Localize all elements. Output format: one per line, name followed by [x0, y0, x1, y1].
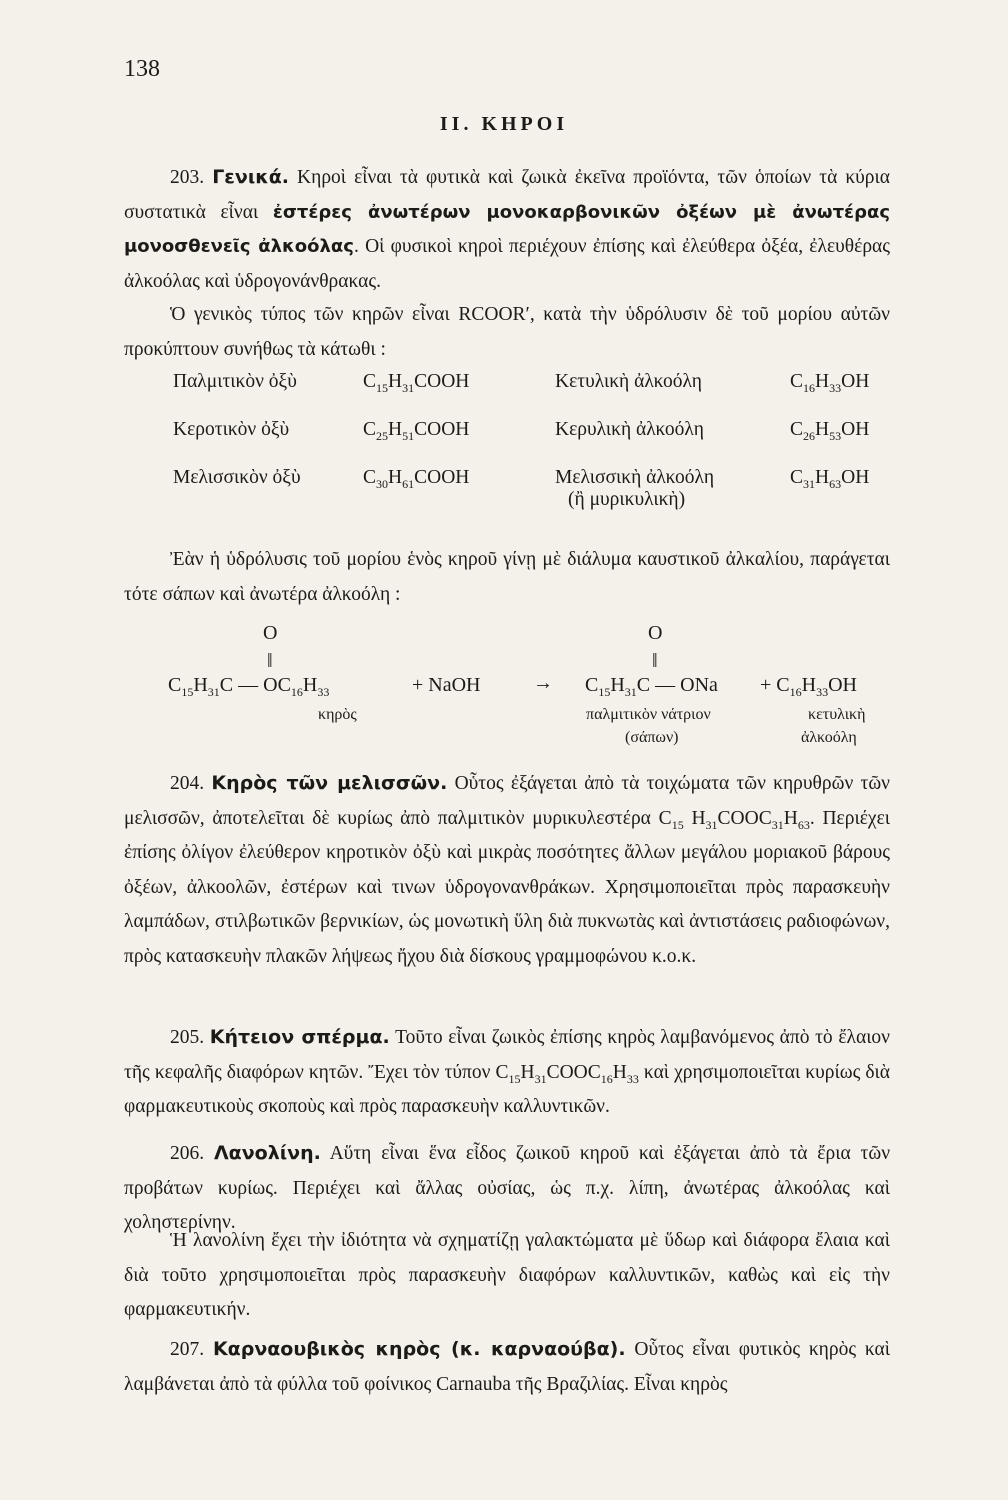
acid-formula: $C_{25}H_{51}COOH$ — [363, 419, 470, 443]
naoh-term: + NaOH — [412, 674, 481, 696]
section-heading: Καρναουβικὸς κηρὸς (κ. καρναούβα). — [212, 1338, 626, 1360]
section-heading: Γενικά. — [212, 166, 289, 188]
label-soap-note: (σάπων) — [625, 729, 679, 746]
section-203-paragraph-2 — [124, 298, 890, 367]
hydrolysis-paragraph — [124, 543, 890, 612]
reaction-arrow: → — [533, 672, 553, 694]
alcohol-name: Κερυλικὴ ἀλκοόλη — [555, 419, 704, 440]
acid-name: Μελισσικὸν ὀξὺ — [173, 467, 301, 488]
section-heading: Λανολίνη. — [213, 1142, 321, 1164]
page-number: 138 — [124, 56, 160, 82]
acid-formula: $C_{30}H_{61}COOH$ — [363, 467, 470, 491]
alcohol-product-formula: + $C_{16}H_{33}OH$ — [760, 674, 857, 699]
alcohol-name: Κετυλικὴ ἀλκοόλη — [555, 371, 703, 392]
table-row — [173, 419, 903, 467]
body-text: Κηροὶ εἶναι τὰ φυτικὰ καὶ ζωικὰ ἐκεῖνα προϊόντα, τῶν ὁποίων τὰ κύρια συστατικὰ εἶναι — [124, 167, 891, 223]
alcohol-formula: $C_{31}H_{63}OH$ — [790, 467, 870, 491]
acid-name: Παλμιτικὸν ὀξὺ — [173, 371, 297, 392]
chapter-title: II. ΚΗΡΟΙ — [439, 113, 569, 135]
body-text: καὶ χρησιμοποιεῖται κυρίως διὰ φαρμακευτικοὺς σκοποὺς καὶ πρὸς παρασκευὴν καλλυντικῶν. — [124, 1061, 890, 1117]
body-text: Οὗτος εἶναι φυτικὸς κηρὸς καὶ λαμβάνεται ἀπὸ τὰ φύλλα τοῦ φοίνικος Carnauba τῆς Βραζιλίας. Εἶναι κηρὸς — [124, 1339, 890, 1395]
section-203 — [124, 160, 890, 299]
section-number: 205. — [170, 1027, 205, 1048]
section-number: 207. — [170, 1339, 205, 1360]
section-number: 206. — [170, 1143, 205, 1164]
label-alcohol: κετυλικὴ — [808, 706, 866, 723]
wax-formula: $C_{15}H_{31}C$ — $OC_{16}H_{33}$ — [168, 674, 330, 699]
body-text: Ἐὰν ἡ ὑδρόλυσις τοῦ μορίου ἑνὸς κηροῦ γίνῃ μὲ διάλυμα καυστικοῦ ἀλκαλίου, παράγεται τότε σάπων καὶ ἀνωτέρα ἀλκοόλη : — [124, 549, 890, 605]
hydrolysis-products-table — [173, 371, 903, 515]
table-row — [173, 371, 903, 419]
table-row — [173, 467, 903, 515]
alcohol-formula: $C_{16}H_{33}OH$ — [790, 371, 870, 395]
section-number: 204. — [170, 773, 205, 794]
section-heading: Κηρὸς τῶν μελισσῶν. — [211, 772, 448, 794]
body-text: Ἡ λανολίνη ἔχει τὴν ἰδιότητα νὰ σχηματίζῃ γαλακτώματα μὲ ὕδωρ καὶ διάφορα ἔλαια καὶ διὰ τοῦτο χρησιμοποιεῖται πρὸς παρασκευὴν διαφόρων καλλυντικῶν, καθὼς καὶ εἰς τὴν φαρμακευτικήν. — [124, 1230, 890, 1320]
table-note: (ἢ μυρικυλικὴ) — [568, 489, 686, 510]
label-alcohol-2: ἀλκοόλη — [801, 729, 857, 746]
emphasis-text: ἐστέρες ἀνωτέρων μονοκαρβονικῶν ὀξέων μὲ ἀνωτέρας μονοσθενεῖς ἀλκοόλας — [124, 201, 890, 257]
body-text: Ὁ γενικὸς τύπος τῶν κηρῶν εἶναι RCOOR′, κατὰ τὴν ὑδρόλυσιν δὲ τοῦ μορίου αὐτῶν προκύπτουν συνήθως τὰ κάτωθι : — [124, 304, 890, 360]
alcohol-formula: $C_{26}H_{53}OH$ — [790, 419, 870, 443]
oxygen-label: O — [263, 622, 278, 644]
double-bond: ‖ — [267, 650, 273, 672]
section-205: 205. Κήτειον σπέρμα. Τοῦτο εἶναι ζωικὸς ἐπίσης κηρὸς λαμβανόμενος ἀπὸ τὸ ἔλαιον τῆς κεφαλῆς διαφόρων κητῶν. Ἔχει τὸν τύπον $C_{15}H_{31}COOC_{16}H_{33}$ καὶ χρησιμοποιεῖται κυρίως διὰ φαρμακευτικοὺς σκοποὺς καὶ πρὸς παρασκευὴν καλλυντικῶν. — [124, 1026, 891, 1117]
section-number: 203. — [170, 167, 205, 188]
double-bond: ‖ — [652, 650, 658, 672]
section-204: 204. Κηρὸς τῶν μελισσῶν. Οὗτος ἐξάγεται ἀπὸ τὰ τοιχώματα τῶν κηρυθρῶν τῶν μελισσῶν, ἀποτελεῖται δὲ κυρίως ἀπὸ παλμιτικὸν μυρικυλεστέρα $C_{15}$ $H_{31}COOC_{31}H_{63}$. Περιέχει ἐπίσης ὀλίγον ἐλεύθερον κηροτικὸν ὀξὺ καὶ μικρὰς ποσότητες ἄλλων μεγάλου μοριακοῦ βάρους ὀξέων, ἀλκοολῶν, ἐστέρων καὶ τινων ὑδρογονανθράκων. Χρησιμοποιεῖται πρὸς παρασκευὴν λαμπάδων, στιλβωτικῶν βερνικίων, ὡς μονωτικὴ ὕλη διὰ πυκνωτὰς καὶ ἀντιστάσεις ραδιοφώνων, πρὸς κατασκευὴν πλακῶν λήψεως ἤχου διὰ δίσκους γραμμοφώνου κ.ο.κ. — [124, 772, 891, 967]
oxygen-label: O — [648, 622, 663, 644]
body-text: Αὕτη εἶναι ἕνα εἶδος ζωικοῦ κηροῦ καὶ ἐξάγεται ἀπὸ τὰ ἔρια τῶν προβάτων κυρίως. Περιέχει καὶ ἄλλας οὐσίας, ὡς π.χ. λίπη, ἀνωτέρας ἀλκοόλας καὶ χοληστερίνην. — [124, 1143, 891, 1233]
section-heading: Κήτειον σπέρμα. — [209, 1026, 390, 1048]
label-soap: παλμιτικὸν νάτριον — [586, 706, 711, 723]
acid-name: Κεροτικὸν ὀξὺ — [173, 419, 290, 440]
alcohol-name: Μελισσικὴ ἀλκοόλη — [555, 467, 715, 488]
section-207 — [124, 1332, 890, 1402]
soap-formula: $C_{15}H_{31}C$ — ONa — [585, 674, 718, 699]
section-206-paragraph-2 — [124, 1224, 890, 1328]
body-text: . Περιέχει ἐπίσης ὀλίγον ἐλεύθερον κηροτικὸν ὀξὺ καὶ μικρὰς ποσότητες ἄλλων μεγάλου μοριακοῦ βάρους ὀξέων, ἀλκοολῶν, ἐστέρων καὶ τινων ὑδρογονανθράκων. Χρησιμοποιεῖται πρὸς παρασκευὴν λαμπάδων, στιλβωτικῶν βερνικίων, ὡς μονωτικὴ ὕλη διὰ πυκνωτὰς καὶ ἀντιστάσεις ραδιοφώνων, πρὸς κατασκευὴν πλακῶν λήψεως ἤχου διὰ δίσκους γραμμοφώνου κ.ο.κ. — [124, 807, 891, 967]
label-wax: κηρὸς — [318, 706, 357, 723]
body-text: Οὗτος ἐξάγεται ἀπὸ τὰ τοιχώματα τῶν κηρυθρῶν τῶν μελισσῶν, ἀποτελεῖται δὲ κυρίως ἀπὸ παλμιτικὸν μυρικυλεστέρα C — [124, 773, 890, 829]
acid-formula: $C_{15}H_{31}COOH$ — [363, 371, 470, 395]
body-text: Τοῦτο εἶναι ζωικὸς ἐπίσης κηρὸς λαμβανόμενος ἀπὸ τὸ ἔλαιον τῆς κεφαλῆς διαφόρων κητῶν. Ἔχει τὸν τύπον C — [124, 1027, 891, 1083]
body-text: . Οἱ φυσικοὶ κηροὶ περιέχουν ἐπίσης καὶ ἐλεύθερα ὀξέα, ἐλευθέρας ἀλκοόλας καὶ ὑδρογονάνθρακας. — [124, 236, 890, 292]
